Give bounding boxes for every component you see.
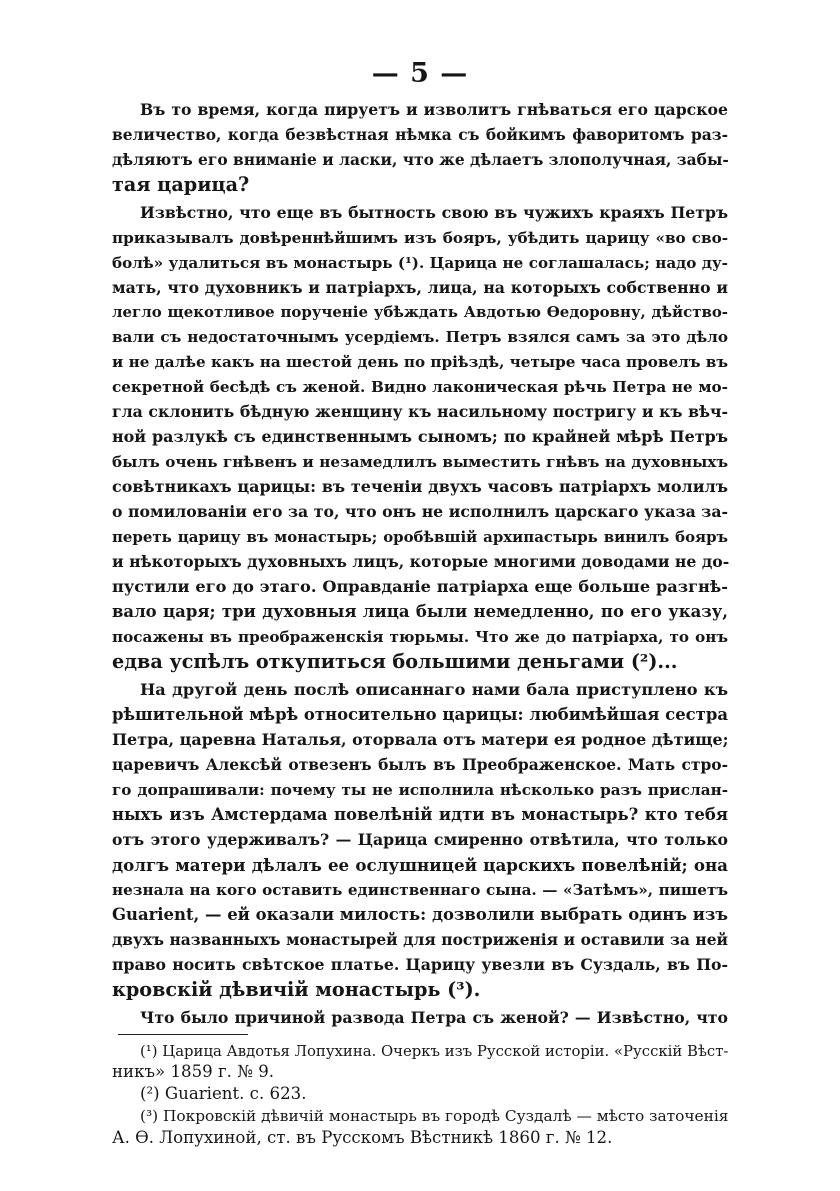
footnote-line: (²) Guarient. с. 623. bbox=[140, 1084, 307, 1103]
text-line: секретной бесѣдѣ съ женой. Видно лаконическая рѣчь Петра не мо- bbox=[112, 378, 728, 396]
text-line: былъ очень гнѣвенъ и незамедлилъ выместить гнѣвъ на духовныхъ bbox=[112, 453, 728, 471]
text-line: право носить свѣтское платье. Царицу увезли въ Суздаль, въ По- bbox=[112, 955, 728, 974]
text-line: рѣшительной мѣрѣ относительно царицы: любимѣйшая сестра bbox=[112, 705, 728, 724]
text-line: незнала на кого оставить единственнаго сына. — «Затѣмъ», пишетъ bbox=[112, 881, 728, 899]
text-line: Guarient, — ей оказали милость: дозволили выбрать одинъ изъ bbox=[112, 905, 728, 924]
text-line: дѣляютъ его вниманіе и ласки, что же дѣлаетъ злополучная, забы- bbox=[112, 150, 729, 169]
text-line: посажены въ преображенскія тюрьмы. Что же до патріарха, то онъ bbox=[112, 628, 728, 646]
footnote-line: А. Ѳ. Лопухиной, ст. въ Русскомъ Вѣстникѣ 1860 г. № 12. bbox=[112, 1128, 613, 1147]
text-line: переть царицу въ монастырь; оробѣвшій архипастырь винилъ бояръ bbox=[112, 528, 728, 546]
text-line: и не далѣе какъ на шестой день по пріѣздѣ, четыре часа провелъ въ bbox=[112, 353, 728, 371]
text-line: царевичъ Алексѣй отвезенъ былъ въ Преображенское. Мать стро- bbox=[112, 755, 728, 774]
text-line: совѣтникахъ царицы: въ теченіи двухъ часовъ патріархъ молилъ bbox=[112, 477, 728, 496]
text-line: ной разлукѣ съ единственнымъ сыномъ; по крайней мѣрѣ Петръ bbox=[112, 427, 728, 446]
text-line: вало царя; три духовныя лица были немедленно, по его указу, bbox=[112, 602, 728, 621]
text-line: тая царица? bbox=[112, 173, 250, 196]
page-number: — 5 — bbox=[371, 58, 469, 89]
text-line: пустили его до этаго. Оправданіе патріарха еще больше разгнѣ- bbox=[112, 577, 728, 596]
text-line: двухъ названныхъ монастырей для постриженія и оставили за ней bbox=[112, 930, 728, 949]
text-line: На другой день послѣ описаннаго нами бала приступлено къ bbox=[140, 680, 728, 699]
footnote-line: (³) Покровскій дѣвичій монастырь въ городѣ Суздалѣ — мѣсто заточенія bbox=[140, 1107, 729, 1125]
text-line: приказывалъ довѣреннѣйшимъ изъ бояръ, убѣдить царицу «во сво- bbox=[112, 229, 728, 247]
text-line: болѣ» удалиться въ монастырь (¹). Царица не соглашалась; надо ду- bbox=[112, 254, 728, 272]
footnote-line: никъ» 1859 г. № 9. bbox=[112, 1062, 275, 1081]
text-line: мать, что духовникъ и патріархъ, лица, на которыхъ собственно и bbox=[112, 278, 728, 297]
text-line: долгъ матери дѣлалъ ее ослушницей царскихъ повелѣній; она bbox=[112, 855, 728, 875]
text-line: легло щекотливое порученіе убѣждать Авдотью Ѳедоровну, дѣйство- bbox=[112, 303, 728, 321]
footnote-line: (¹) Царица Авдотья Лопухина. Очеркъ изъ Русской исторіи. «Русскій Вѣст- bbox=[140, 1042, 729, 1060]
text-line: Что было причиной развода Петра съ женой? — Извѣстно, что bbox=[140, 1008, 728, 1027]
text-line: Извѣстно, что еще въ бытность свою въ чужихъ краяхъ Петръ bbox=[140, 203, 728, 222]
text-line: ныхъ изъ Амстердама повелѣній идти въ монастырь? кто тебя bbox=[112, 805, 728, 824]
text-line: го допрашивали: почему ты не исполнила нѣсколько разъ прислан- bbox=[112, 781, 728, 799]
text-line: вали съ недостаточнымъ усердіемъ. Петръ взялся самъ за это дѣло bbox=[112, 328, 728, 346]
footnote-divider bbox=[118, 1034, 248, 1035]
text-line: гла склонить бѣдную женщину къ насильному постригу и къ вѣч- bbox=[112, 402, 728, 421]
text-line: Петра, царевна Наталья, оторвала отъ матери ея родное дѣтище; bbox=[112, 730, 729, 749]
text-line: кровскій дѣвичій монастырь (³). bbox=[112, 978, 481, 1001]
text-line: величество, когда безвѣстная нѣмка съ бойкимъ фаворитомъ раз- bbox=[112, 125, 728, 144]
text-line: Въ то время, когда пируетъ и изволитъ гнѣваться его царское bbox=[140, 100, 728, 119]
text-line: о помилованіи его за то, что онъ не исполнилъ царскаго указа за- bbox=[112, 502, 728, 521]
text-line: отъ этого удерживалъ? — Царица смиренно отвѣтила, что только bbox=[112, 830, 728, 849]
text-line: и нѣкоторыхъ духовныхъ лицъ, которые многими доводами не до- bbox=[112, 552, 730, 571]
text-line: едва успѣлъ откупиться большими деньгами (²)... bbox=[112, 650, 678, 673]
